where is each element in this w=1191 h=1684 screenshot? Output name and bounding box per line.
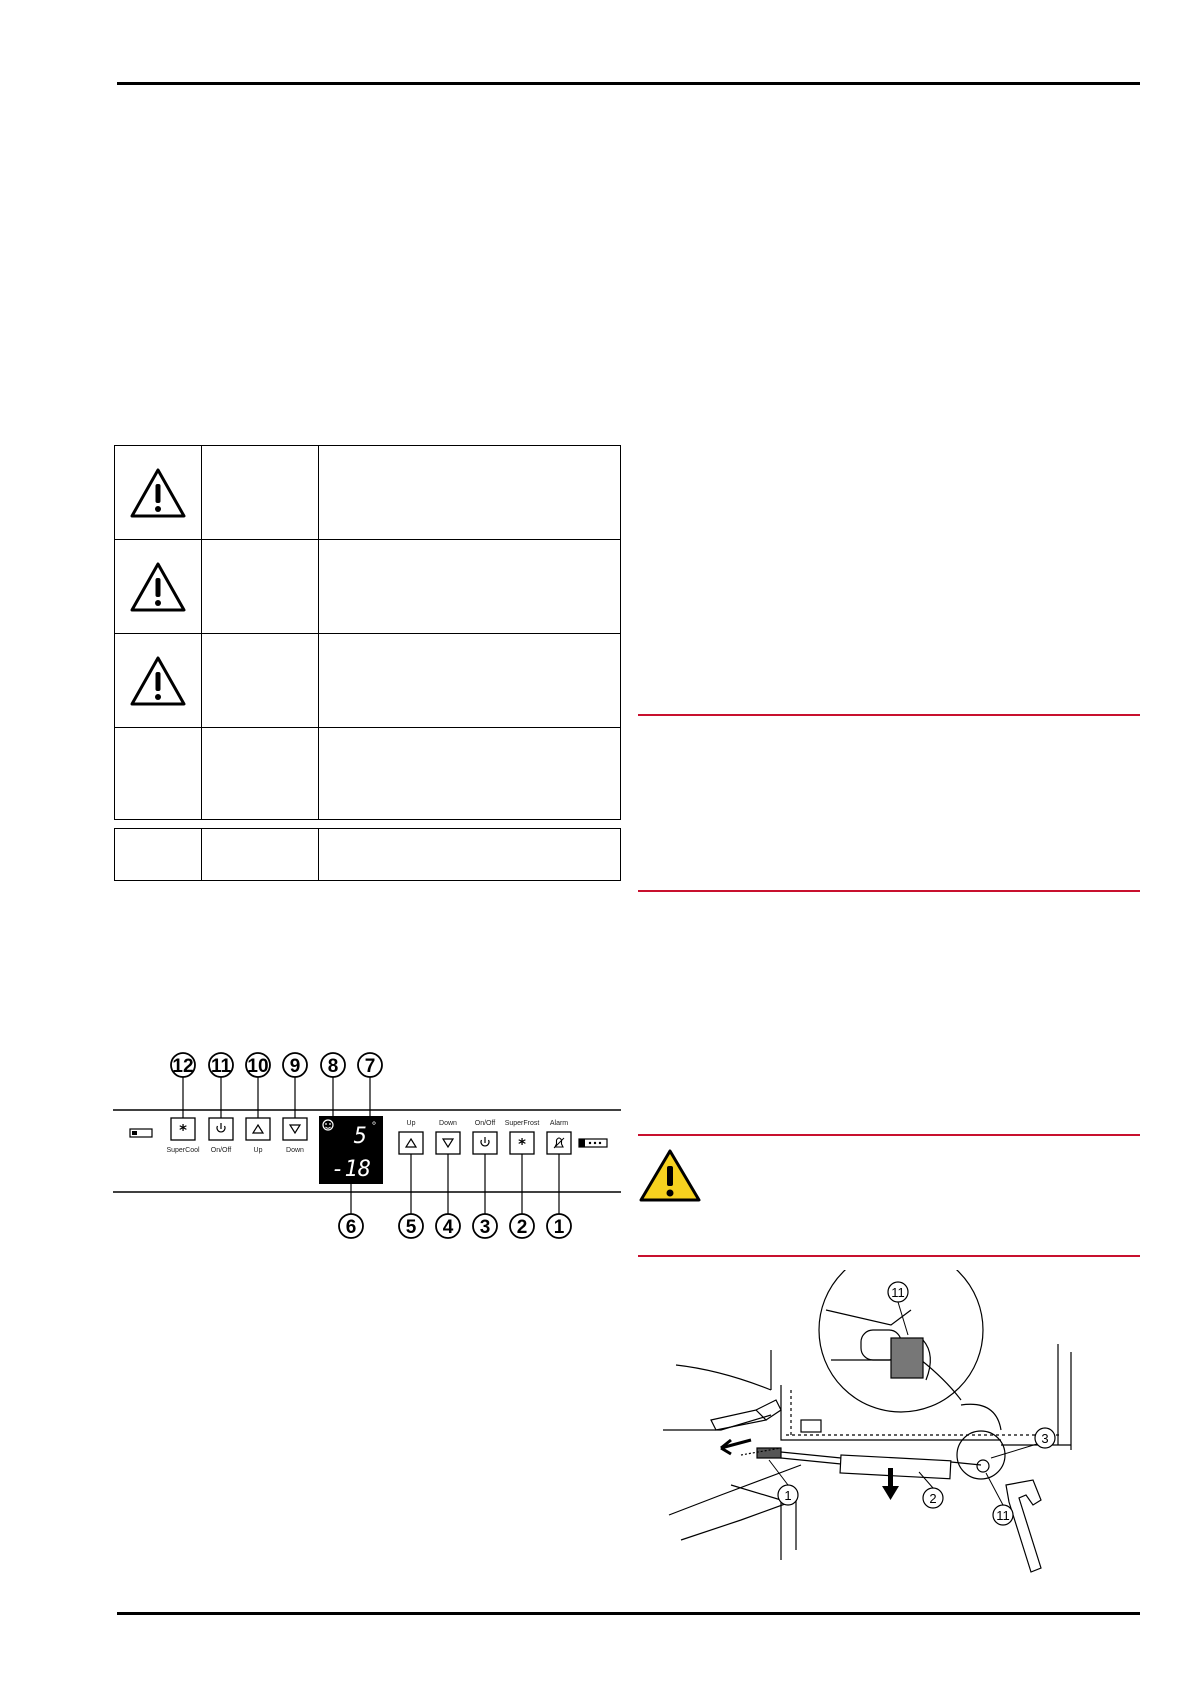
bottom-callouts <box>339 1214 571 1238</box>
right-zone-indicator-icon <box>579 1139 607 1147</box>
up-button-fridge[interactable] <box>246 1118 270 1140</box>
down-label: Down <box>286 1147 304 1154</box>
callout-number: 12 <box>172 1056 194 1077</box>
illustration-callout: 2 <box>929 1491 937 1506</box>
description-cell <box>319 829 621 881</box>
gas-spring-drawing <box>661 1270 1141 1580</box>
header-rule <box>117 82 1140 85</box>
safety-symbol-table <box>114 445 621 820</box>
callout-number: 4 <box>442 1217 454 1238</box>
callout-number: 5 <box>405 1217 417 1238</box>
down-direction-arrow-icon <box>882 1468 899 1500</box>
signal-word-cell <box>202 446 319 540</box>
gas-spring-illustration <box>661 1270 1141 1580</box>
callout-number: 10 <box>247 1056 269 1077</box>
warning-rule-top <box>638 1134 1140 1136</box>
right-button-group <box>399 1132 607 1154</box>
callout-number: 2 <box>516 1217 528 1238</box>
down-button-fridge[interactable] <box>283 1118 307 1140</box>
on-off-button-fridge[interactable] <box>209 1118 233 1140</box>
warning-cell <box>115 540 202 634</box>
description-cell <box>319 446 621 540</box>
description-cell <box>319 540 621 634</box>
table-row <box>115 540 621 634</box>
top-callouts <box>171 1053 382 1077</box>
snowflake-icon: * <box>518 1135 526 1153</box>
signal-word-cell <box>202 728 319 820</box>
control-panel-figure <box>113 1040 625 1250</box>
freezer-temperature: -18 <box>331 1157 371 1182</box>
signal-word-cell <box>202 540 319 634</box>
table-row <box>115 634 621 728</box>
empty-cell <box>115 728 202 820</box>
alarm-button[interactable] <box>547 1132 571 1154</box>
signal-word-cell <box>202 634 319 728</box>
illustration-callout: 11 <box>996 1508 1010 1523</box>
warning-cell <box>115 634 202 728</box>
snowflake-icon: * <box>179 1121 187 1139</box>
left-button-group <box>166 1118 307 1154</box>
fridge-temperature: 5 <box>353 1124 367 1149</box>
empty-cell <box>115 829 202 881</box>
temperature-display <box>319 1116 383 1184</box>
warning-triangle-icon <box>129 561 187 613</box>
warning-triangle-icon <box>638 1148 702 1204</box>
callout-number: 6 <box>345 1217 357 1238</box>
callout-number: 3 <box>479 1217 491 1238</box>
warning-triangle-icon <box>129 467 187 519</box>
alarm-label: Alarm <box>549 1120 569 1127</box>
callout-number: 9 <box>289 1056 301 1077</box>
down-button-freezer[interactable] <box>436 1132 460 1154</box>
table-row <box>115 829 621 881</box>
illustration-callout: 3 <box>1041 1431 1049 1446</box>
callout-number: 1 <box>553 1217 565 1238</box>
note-table <box>114 828 621 881</box>
supercool-button[interactable] <box>171 1118 195 1140</box>
illustration-callout: 11 <box>891 1285 905 1300</box>
up-button-freezer[interactable] <box>399 1132 423 1154</box>
down-label: Down <box>439 1120 457 1127</box>
callout-number: 8 <box>327 1056 339 1077</box>
warning-triangle-icon <box>129 655 187 707</box>
description-cell <box>319 634 621 728</box>
footer-rule <box>117 1612 1140 1615</box>
on-off-label: On/Off <box>474 1120 496 1127</box>
supercool-label: SuperCool <box>166 1147 200 1154</box>
degree-symbol: ° <box>371 1121 378 1132</box>
control-panel-drawing <box>113 1040 625 1250</box>
up-label: Up <box>253 1147 263 1154</box>
warning-rule-bottom <box>638 1255 1140 1257</box>
illustration-callout: 1 <box>784 1488 792 1503</box>
on-off-button-freezer[interactable] <box>473 1132 497 1154</box>
up-label: Up <box>406 1120 416 1127</box>
on-off-label: On/Off <box>210 1147 232 1154</box>
signal-word-cell <box>202 829 319 881</box>
left-zone-indicator-icon <box>130 1129 152 1137</box>
section-rule <box>638 890 1140 892</box>
section-rule <box>638 714 1140 716</box>
callout-number: 7 <box>364 1056 376 1077</box>
warning-cell <box>115 446 202 540</box>
superfrost-button[interactable] <box>510 1132 534 1154</box>
callout-number: 11 <box>210 1056 232 1077</box>
description-cell <box>319 728 621 820</box>
table-row <box>115 446 621 540</box>
table-row <box>115 728 621 820</box>
superfrost-label: SuperFrost <box>504 1120 540 1127</box>
